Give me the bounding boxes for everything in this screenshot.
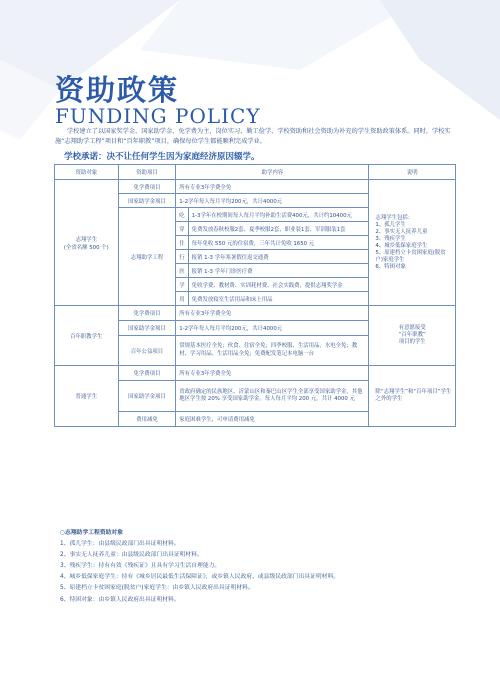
category-char: 住 [176,236,188,250]
content-cell: 所有专业3年学费全免 [176,306,369,321]
content-cell: 所有专业3年学费全免 [176,180,369,194]
funding-table [54,164,456,427]
content-cell: 家庭困难学生，可申请费用减免 [176,412,369,427]
project-cell: 免学费项目 [118,306,176,321]
content-cell: 1-3学年在校期间每人每月平均补助生活费400元，共计约10400元 [188,208,369,222]
target-putong: 普通学生 [55,366,119,427]
category-char: 吃 [176,208,188,222]
content-cell: 1-2学年每人每月平均200元，共计4000元 [176,194,369,208]
category-char: 穿 [176,222,188,236]
project-zhixiang: 志翔助学工程 [118,208,176,306]
note-item: 4、城乡低保家庭学生：持有《城乡居民最低生活保障证》，或乡镇人民政府、或县级民政部门出具证明材料。 [60,574,340,581]
page-title: 资助政策 [55,73,180,107]
content-cell: 1-2学年每人每月平均200元，共计4000元 [176,321,369,336]
notes-title: ○志翔助学工程资助对象 [60,530,124,536]
content-cell: 免收学费、教材费、实训耗材费、社会实践费，提供志翔奖学金 [188,278,369,292]
note-bainian: 有意愿接受 “百年职教” 项目的学生 [369,306,456,366]
table-row [55,306,456,321]
note-item: 3、残疾学生：持有有效《残疾证》且具有学习生活自理能力。 [60,563,221,570]
school-promise: 学校承诺：决不让任何学生因为家庭经济原因辍学。 [64,152,260,162]
header-project: 资助项目 [118,165,176,180]
content-cell: 免费发放春秋校服2套、夏季校服2套、职业装1套、军训服装1套 [188,222,369,236]
category-char: 用 [176,292,188,306]
content-cell: 报销 1-3 学年寒暑假往返交通费 [188,250,369,264]
target-zhixiang: 志翔学生 (全省名额 500 个) [55,180,119,306]
header-content: 助学内容 [176,165,369,180]
content-cell: 报销 1-3 学年门诊医疗费 [188,264,369,278]
notes-section [60,528,460,606]
header-target: 资助对象 [55,165,119,180]
project-cell: 免学费项目 [118,366,176,381]
note-item: 6、特困对象：由乡镇人民政府出具证明材料。 [60,596,180,603]
note-item: 1、孤儿学生：由县级民政部门出具证明材料。 [60,541,180,548]
project-cell: 免学费项目 [118,180,176,194]
project-cell: 国家助学金项目 [118,381,176,412]
page-subtitle: FUNDING POLICY [55,104,261,128]
table-row [55,180,456,194]
content-cell: 免费发放寝室生活用品和床上用品 [188,292,369,306]
note-item: 5、原建档立卡贫困家庭(脱贫户)家庭学生：由乡镇人民政府出具证明材料。 [60,585,254,592]
project-cell: 百年公益项目 [118,336,176,366]
target-bainian: 百年职教学生 [55,306,119,366]
note-item: 2、事实无人抚养儿童：由县级民政部门出具证明材料。 [60,552,203,559]
content-cell: 常规基本医疗全免；伙食、住宿全免；四季校服、生活用品、水电全免；教材、学习用品、生活用品全免；免费配发笔记本电脑一台 [176,336,369,366]
category-char: 行 [176,250,188,264]
note-putong: 除“志翔学生”和“百年项目”学生之外的学生 [369,366,456,427]
table-header-row [55,165,456,180]
project-cell: 国家助学金项目 [118,321,176,336]
note-zhixiang: 志翔学生包括： 1、孤儿学生 2、事实无人抚养儿童 3、残疾学生 4、城乡低保家庭学生 5、原建档立卡贫困家庭(脱贫户)家庭学生 6、特困对象 [369,180,456,306]
table-row [55,366,456,381]
project-cell: 国家助学金项目 [118,194,176,208]
intro-paragraph: 学校建立了以国家奖学金、国家助学金、免学费为主，岗位实习、勤工俭学、学校资助和社会资助为补充的学生资助政策体系。同时，学校实施“志翔助学工程”项目和“百年职教”项目，确保每位学生都能顺利完成学业。 [55,128,451,145]
content-cell: 每年免收 550 元的住宿费，三年共计免收 1650 元 [188,236,369,250]
category-char: 医 [176,264,188,278]
project-cell: 费用减免 [118,412,176,427]
header-note: 说明 [369,165,456,180]
category-char: 学 [176,278,188,292]
content-cell: 所有专业3年学费全免 [176,366,369,381]
content-cell: 省政府确定的民族地区、沂蒙山区和秦巴山区学生全部享受国家助学金，其他地区学生按 20% 享受国家助学金。每人每月平均 200 元，共计 4000 元 [176,381,369,412]
